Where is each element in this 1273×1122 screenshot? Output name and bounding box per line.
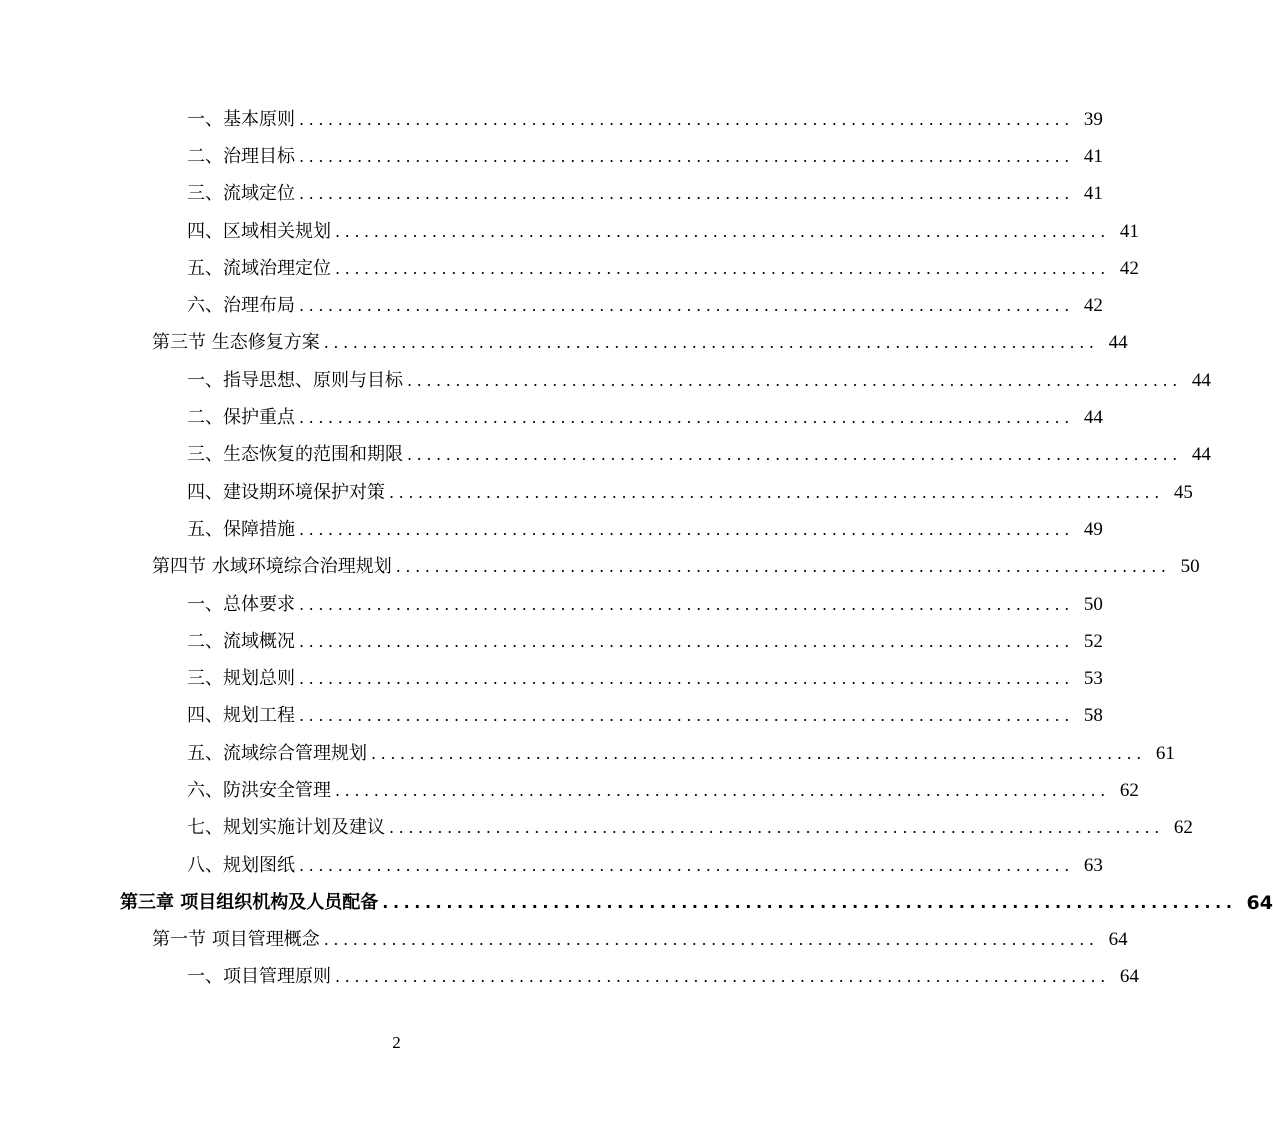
toc-entry-item[interactable]: [0, 698, 1103, 735]
toc-entry-item[interactable]: [0, 437, 1211, 474]
dot-leader: ................................................................................: [299, 408, 1074, 428]
toc-entry-title: 三、规划总则: [187, 668, 295, 690]
toc-entry-page-number: 58: [1083, 705, 1103, 727]
toc-entry-title: 八、规划图纸: [187, 854, 295, 876]
toc-entry-page-number: 62: [1173, 817, 1193, 839]
toc-entry-chapter[interactable]: [0, 884, 1273, 921]
toc-entry-page-number: 64: [1119, 966, 1139, 988]
dot-leader: ................................................................................: [299, 669, 1074, 689]
toc-entry-page-number: 44: [1108, 332, 1128, 354]
toc-entry-page-number: 42: [1083, 295, 1103, 317]
toc-entry-item[interactable]: [0, 586, 1103, 623]
toc-entry-title: 第三章 项目组织机构及人员配备: [120, 891, 379, 913]
toc-entry-page-number: 39: [1083, 108, 1103, 130]
toc-entry-title: 三、流域定位: [187, 183, 295, 205]
toc-entry-page-number: 62: [1119, 779, 1139, 801]
toc-entry-title: 二、流域概况: [187, 630, 295, 652]
dot-leader: ................................................................................: [335, 221, 1110, 241]
toc-entry-page-number: 41: [1119, 220, 1139, 242]
toc-entry-title: 四、区域相关规划: [187, 220, 331, 242]
toc-entry-title: 四、规划工程: [187, 705, 295, 727]
toc-entry-item[interactable]: [0, 511, 1103, 548]
toc-entry-page-number: 63: [1083, 854, 1103, 876]
toc-entry-item[interactable]: [0, 660, 1103, 697]
dot-leader: ................................................................................: [389, 482, 1164, 502]
toc-entry-page-number: 44: [1083, 407, 1103, 429]
toc-entry-item[interactable]: [0, 959, 1139, 996]
dot-leader: ................................................................................: [299, 296, 1074, 316]
toc-entry-title: 四、建设期环境保护对策: [187, 481, 385, 503]
toc-entry-section[interactable]: [0, 922, 1128, 959]
toc-entry-page-number: 45: [1173, 481, 1193, 503]
dot-leader: ................................................................................: [299, 184, 1074, 204]
dot-leader: ................................................................................: [299, 109, 1074, 129]
dot-leader: ................................................................................: [335, 967, 1110, 987]
toc-entry-item[interactable]: [0, 772, 1139, 809]
dot-leader: ................................................................................: [299, 594, 1074, 614]
toc-entry-page-number: 50: [1180, 556, 1200, 578]
toc-entry-item[interactable]: [0, 735, 1175, 772]
toc-entry-page-number: 53: [1083, 668, 1103, 690]
toc-entry-title: 二、治理目标: [187, 145, 295, 167]
toc-entry-item[interactable]: [0, 287, 1103, 324]
toc-entry-item[interactable]: [0, 250, 1139, 287]
toc-entry-page-number: 41: [1083, 145, 1103, 167]
dot-leader: ................................................................................: [299, 706, 1074, 726]
page-number: 2: [392, 1033, 401, 1052]
toc-entry-page-number: 44: [1191, 369, 1211, 391]
dot-leader: ................................................................................: [382, 892, 1237, 912]
dot-leader: ................................................................................: [323, 333, 1099, 353]
toc-entry-item[interactable]: [0, 399, 1103, 436]
toc-entry-title: 五、流域治理定位: [187, 257, 331, 279]
toc-entry-page-number: 52: [1083, 630, 1103, 652]
toc-entry-title: 六、防洪安全管理: [187, 779, 331, 801]
toc-entry-page-number: 42: [1119, 257, 1139, 279]
dot-leader: ................................................................................: [299, 146, 1074, 166]
toc-entry-title: 五、流域综合管理规划: [187, 742, 367, 764]
toc-entry-item[interactable]: [0, 362, 1211, 399]
toc-entry-page-number: 64: [1246, 891, 1273, 914]
dot-leader: ................................................................................: [299, 631, 1074, 651]
toc-entry-section[interactable]: [0, 549, 1200, 586]
toc-entry-title: 第一节 项目管理概念: [152, 929, 320, 951]
toc-entry-section[interactable]: [0, 325, 1128, 362]
toc-entry-page-number: 61: [1155, 742, 1175, 764]
toc-entry-page-number: 64: [1108, 929, 1128, 951]
toc-entry-item[interactable]: [0, 213, 1139, 250]
toc-entry-title: 第三节 生态修复方案: [152, 332, 320, 354]
toc-entry-item[interactable]: [0, 847, 1103, 884]
dot-leader: ................................................................................: [299, 519, 1074, 539]
toc-entry-title: 第四节 水域环境综合治理规划: [152, 556, 392, 578]
table-of-contents: [0, 101, 1273, 996]
toc-entry-item[interactable]: [0, 138, 1103, 175]
dot-leader: ................................................................................: [335, 258, 1110, 278]
toc-entry-item[interactable]: [0, 810, 1193, 847]
toc-entry-title: 一、指导思想、原则与目标: [187, 369, 403, 391]
toc-entry-title: 三、生态恢复的范围和期限: [187, 444, 403, 466]
toc-entry-page-number: 41: [1083, 183, 1103, 205]
toc-entry-page-number: 50: [1083, 593, 1103, 615]
toc-entry-title: 一、基本原则: [187, 108, 295, 130]
dot-leader: ................................................................................: [395, 557, 1171, 577]
toc-entry-item[interactable]: [0, 101, 1103, 138]
toc-entry-title: 一、项目管理原则: [187, 966, 331, 988]
toc-entry-title: 二、保护重点: [187, 407, 295, 429]
toc-entry-title: 六、治理布局: [187, 295, 295, 317]
toc-entry-item[interactable]: [0, 474, 1193, 511]
toc-entry-item[interactable]: [0, 623, 1103, 660]
dot-leader: ................................................................................: [335, 780, 1110, 800]
toc-entry-title: 七、规划实施计划及建议: [187, 817, 385, 839]
dot-leader: ................................................................................: [371, 743, 1146, 763]
dot-leader: ................................................................................: [389, 818, 1164, 838]
toc-entry-title: 一、总体要求: [187, 593, 295, 615]
toc-entry-item[interactable]: [0, 176, 1103, 213]
dot-leader: ................................................................................: [323, 930, 1099, 950]
toc-entry-page-number: 44: [1191, 444, 1211, 466]
dot-leader: ................................................................................: [407, 370, 1182, 390]
dot-leader: ................................................................................: [299, 855, 1074, 875]
dot-leader: ................................................................................: [407, 445, 1182, 465]
toc-entry-page-number: 49: [1083, 518, 1103, 540]
toc-entry-title: 五、保障措施: [187, 518, 295, 540]
